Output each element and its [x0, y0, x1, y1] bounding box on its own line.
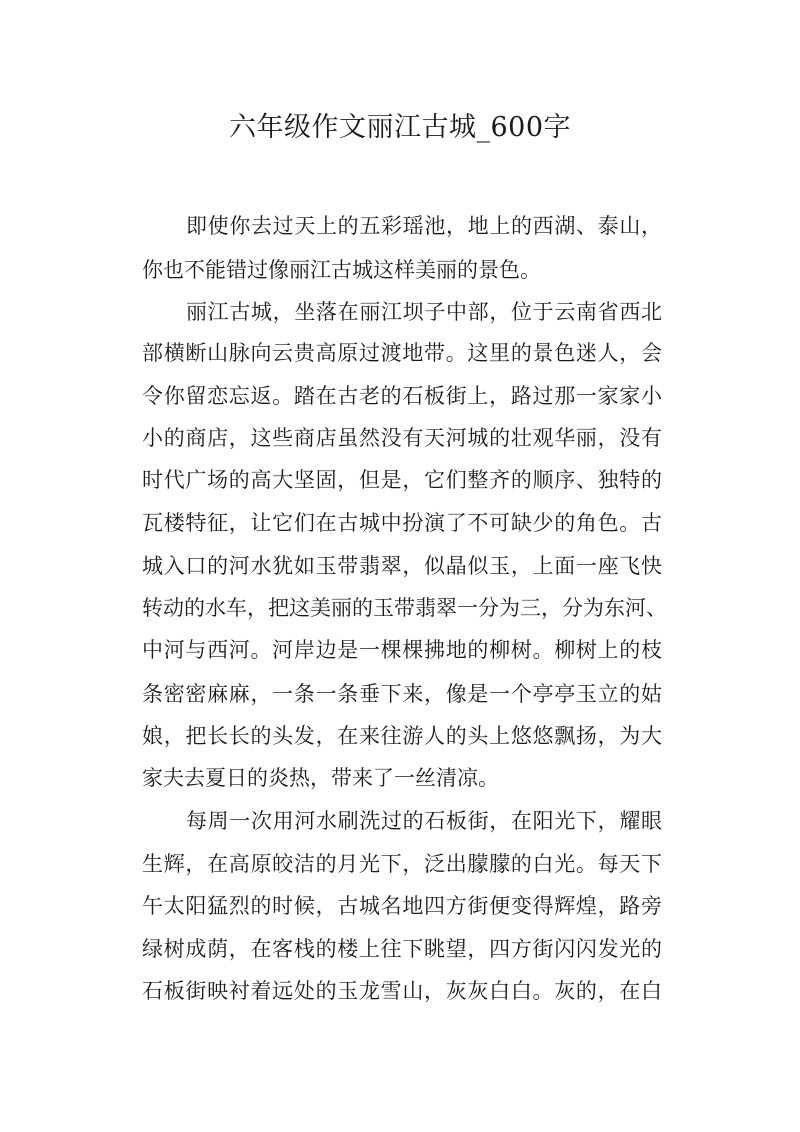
paragraph-2-line-4: 小的商店，这些商店虽然没有天河城的壮观华丽，没有 [142, 426, 662, 450]
paragraph-2-line-9: 中河与西河。河岸边是一棵棵拂地的柳树。柳树上的枝 [142, 638, 662, 662]
paragraph-3-line-3: 午太阳猛烈的时候，古城名地四方街便变得辉煌，路旁 [142, 894, 662, 918]
paragraph-1-line-1: 即使你去过天上的五彩瑶池，地上的西湖、泰山， [186, 214, 662, 238]
paragraph-2-line-5: 时代广场的高大坚固，但是，它们整齐的顺序、独特的 [142, 468, 662, 492]
paragraph-1-line-2: 你也不能错过像丽江古城这样美丽的景色。 [142, 258, 541, 282]
paragraph-2-line-2: 部横断山脉向云贵高原过渡地带。这里的景色迷人，会 [142, 341, 662, 365]
paragraph-3-line-4: 绿树成荫，在客栈的楼上往下眺望，四方街闪闪发光的 [142, 937, 662, 961]
document-title: 六年级作文丽江古城_600字 [228, 112, 572, 143]
paragraph-2-line-11: 娘，把长长的头发，在来往游人的头上悠悠飘扬，为大 [142, 724, 662, 748]
paragraph-2-line-12: 家夫去夏日的炎热，带来了一丝清凉。 [142, 766, 499, 790]
paragraph-2-line-1: 丽江古城，坐落在丽江坝子中部，位于云南省西北 [186, 300, 662, 324]
paragraph-2-line-6: 瓦楼特征，让它们在古城中扮演了不可缺少的角色。古 [142, 511, 662, 535]
paragraph-3-line-5: 石板街映衬着远处的玉龙雪山，灰灰白白。灰的，在白 [142, 979, 662, 1003]
paragraph-3-line-1: 每周一次用河水刷洗过的石板街，在阳光下，耀眼 [186, 809, 662, 833]
paragraph-2-line-10: 条密密麻麻，一条一条垂下来，像是一个亭亭玉立的姑 [142, 682, 662, 706]
paragraph-3-line-2: 生辉，在高原皎洁的月光下，泛出朦朦的白光。每天下 [142, 852, 662, 876]
paragraph-2-line-7: 城入口的河水犹如玉带翡翠，似晶似玉，上面一座飞快 [142, 554, 662, 578]
paragraph-2-line-8: 转动的水车，把这美丽的玉带翡翠一分为三，分为东河、 [142, 596, 667, 620]
paragraph-2-line-3: 令你留恋忘返。踏在古老的石板街上，路过那一家家小 [142, 384, 662, 408]
